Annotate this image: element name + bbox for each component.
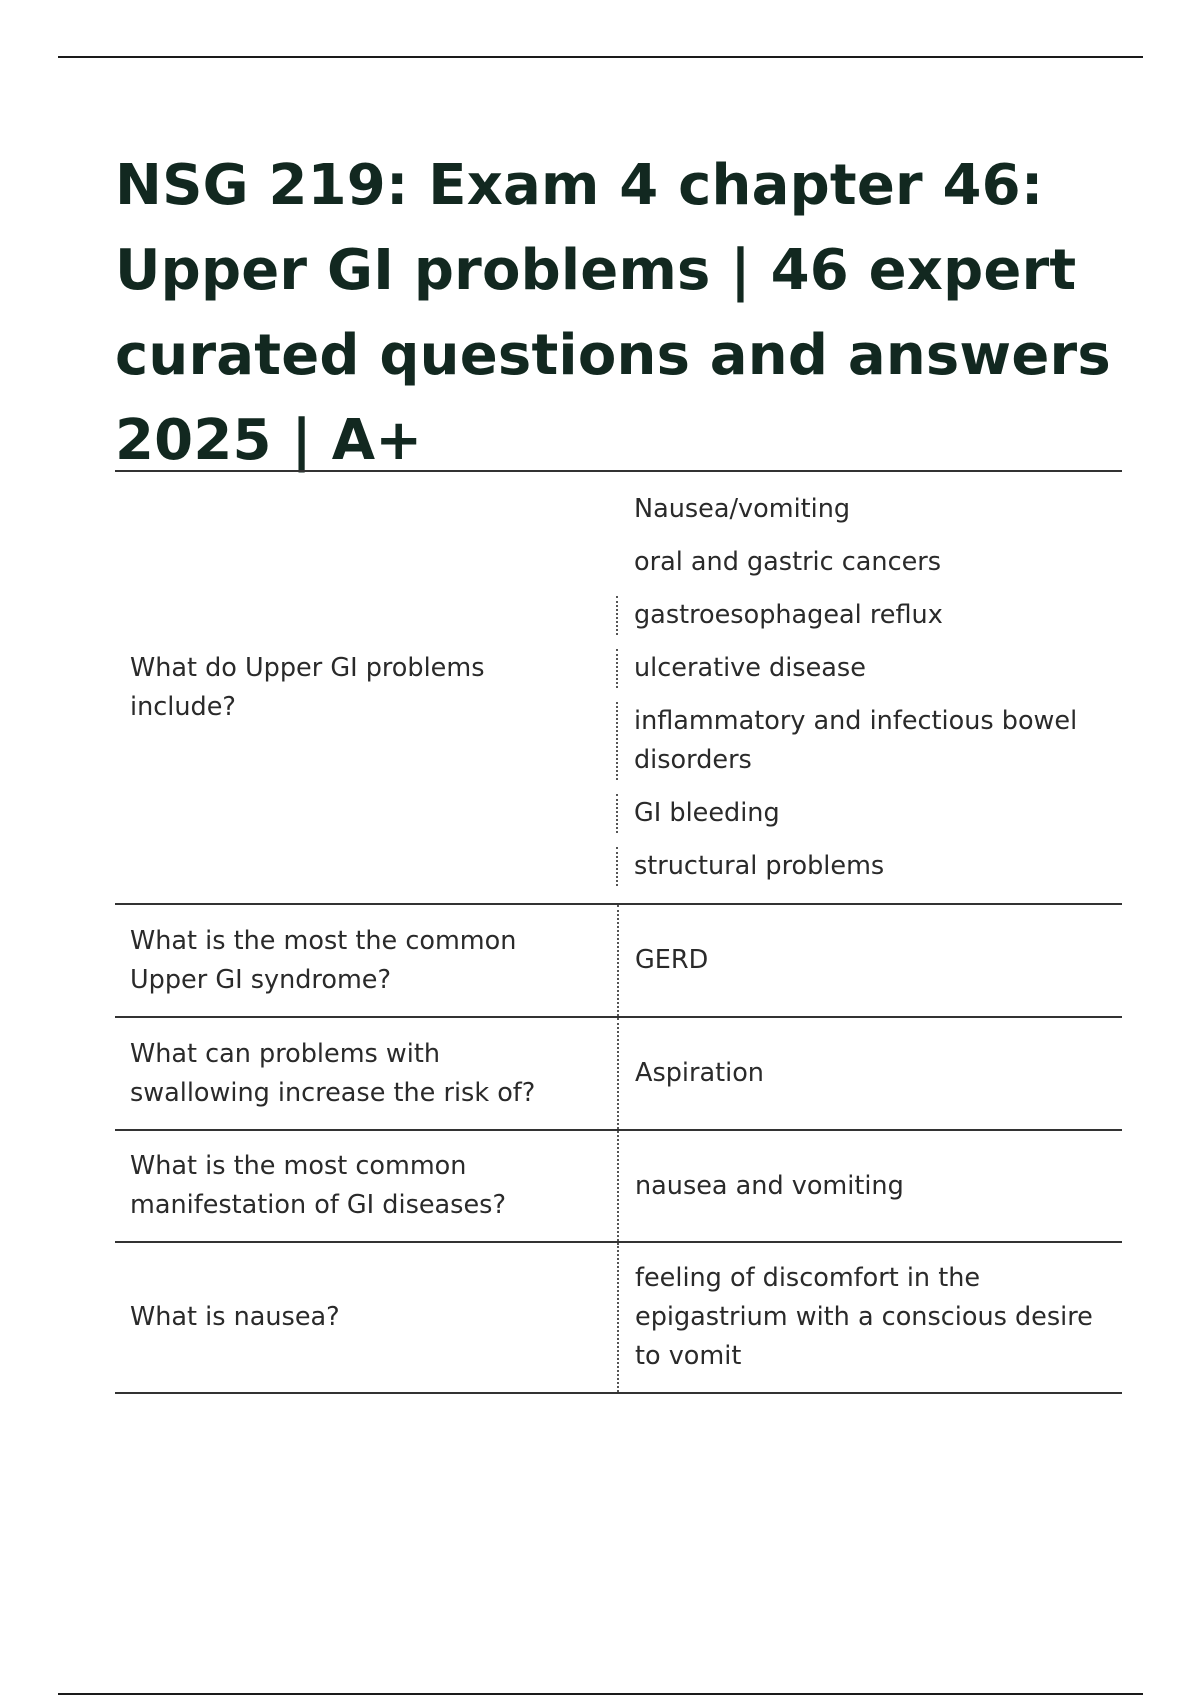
answer-line: inflammatory and infectious bowel disorders [616,702,1102,780]
answer-cell [618,904,1122,1017]
answer-cell [618,471,1122,904]
table-row [115,1130,1122,1242]
answer-line: oral and gastric cancers [634,546,942,577]
table-row [115,471,1122,904]
question-cell: What is the most the common Upper GI syndrome? [130,925,517,995]
question-cell: What can problems with swallowing increase the risk of? [130,1038,536,1108]
answer-line: feeling of discomfort in the epigastrium with a conscious desire to vomit [635,1263,1093,1371]
answer-line: Aspiration [635,1058,764,1088]
qa-table [115,470,1122,1394]
answer-line: structural problems [616,847,1102,886]
answer-line: Nausea/vomiting [634,493,851,524]
answer-cell [618,1017,1122,1130]
table-row [115,1242,1122,1393]
answer-line: GI bleeding [616,794,1102,833]
table-row [115,1017,1122,1130]
bottom-rule [58,1693,1143,1695]
question-cell: What do Upper GI problems include? [130,652,485,722]
answer-cell [618,1130,1122,1242]
table-row [115,904,1122,1017]
answer-line: ulcerative disease [616,649,1102,688]
question-cell: What is nausea? [130,1302,340,1332]
answer-line: gastroesophageal reflux [616,596,1102,635]
page-title: NSG 219: Exam 4 chapter 46: Upper GI problems | 46 expert curated questions and answers 2025 | A+ [115,152,1111,473]
answer-line: GERD [635,945,709,975]
question-cell: What is the most common manifestation of GI diseases? [130,1151,506,1220]
answer-cell [618,1242,1122,1393]
top-rule [58,56,1143,58]
answer-line: nausea and vomiting [635,1170,904,1201]
